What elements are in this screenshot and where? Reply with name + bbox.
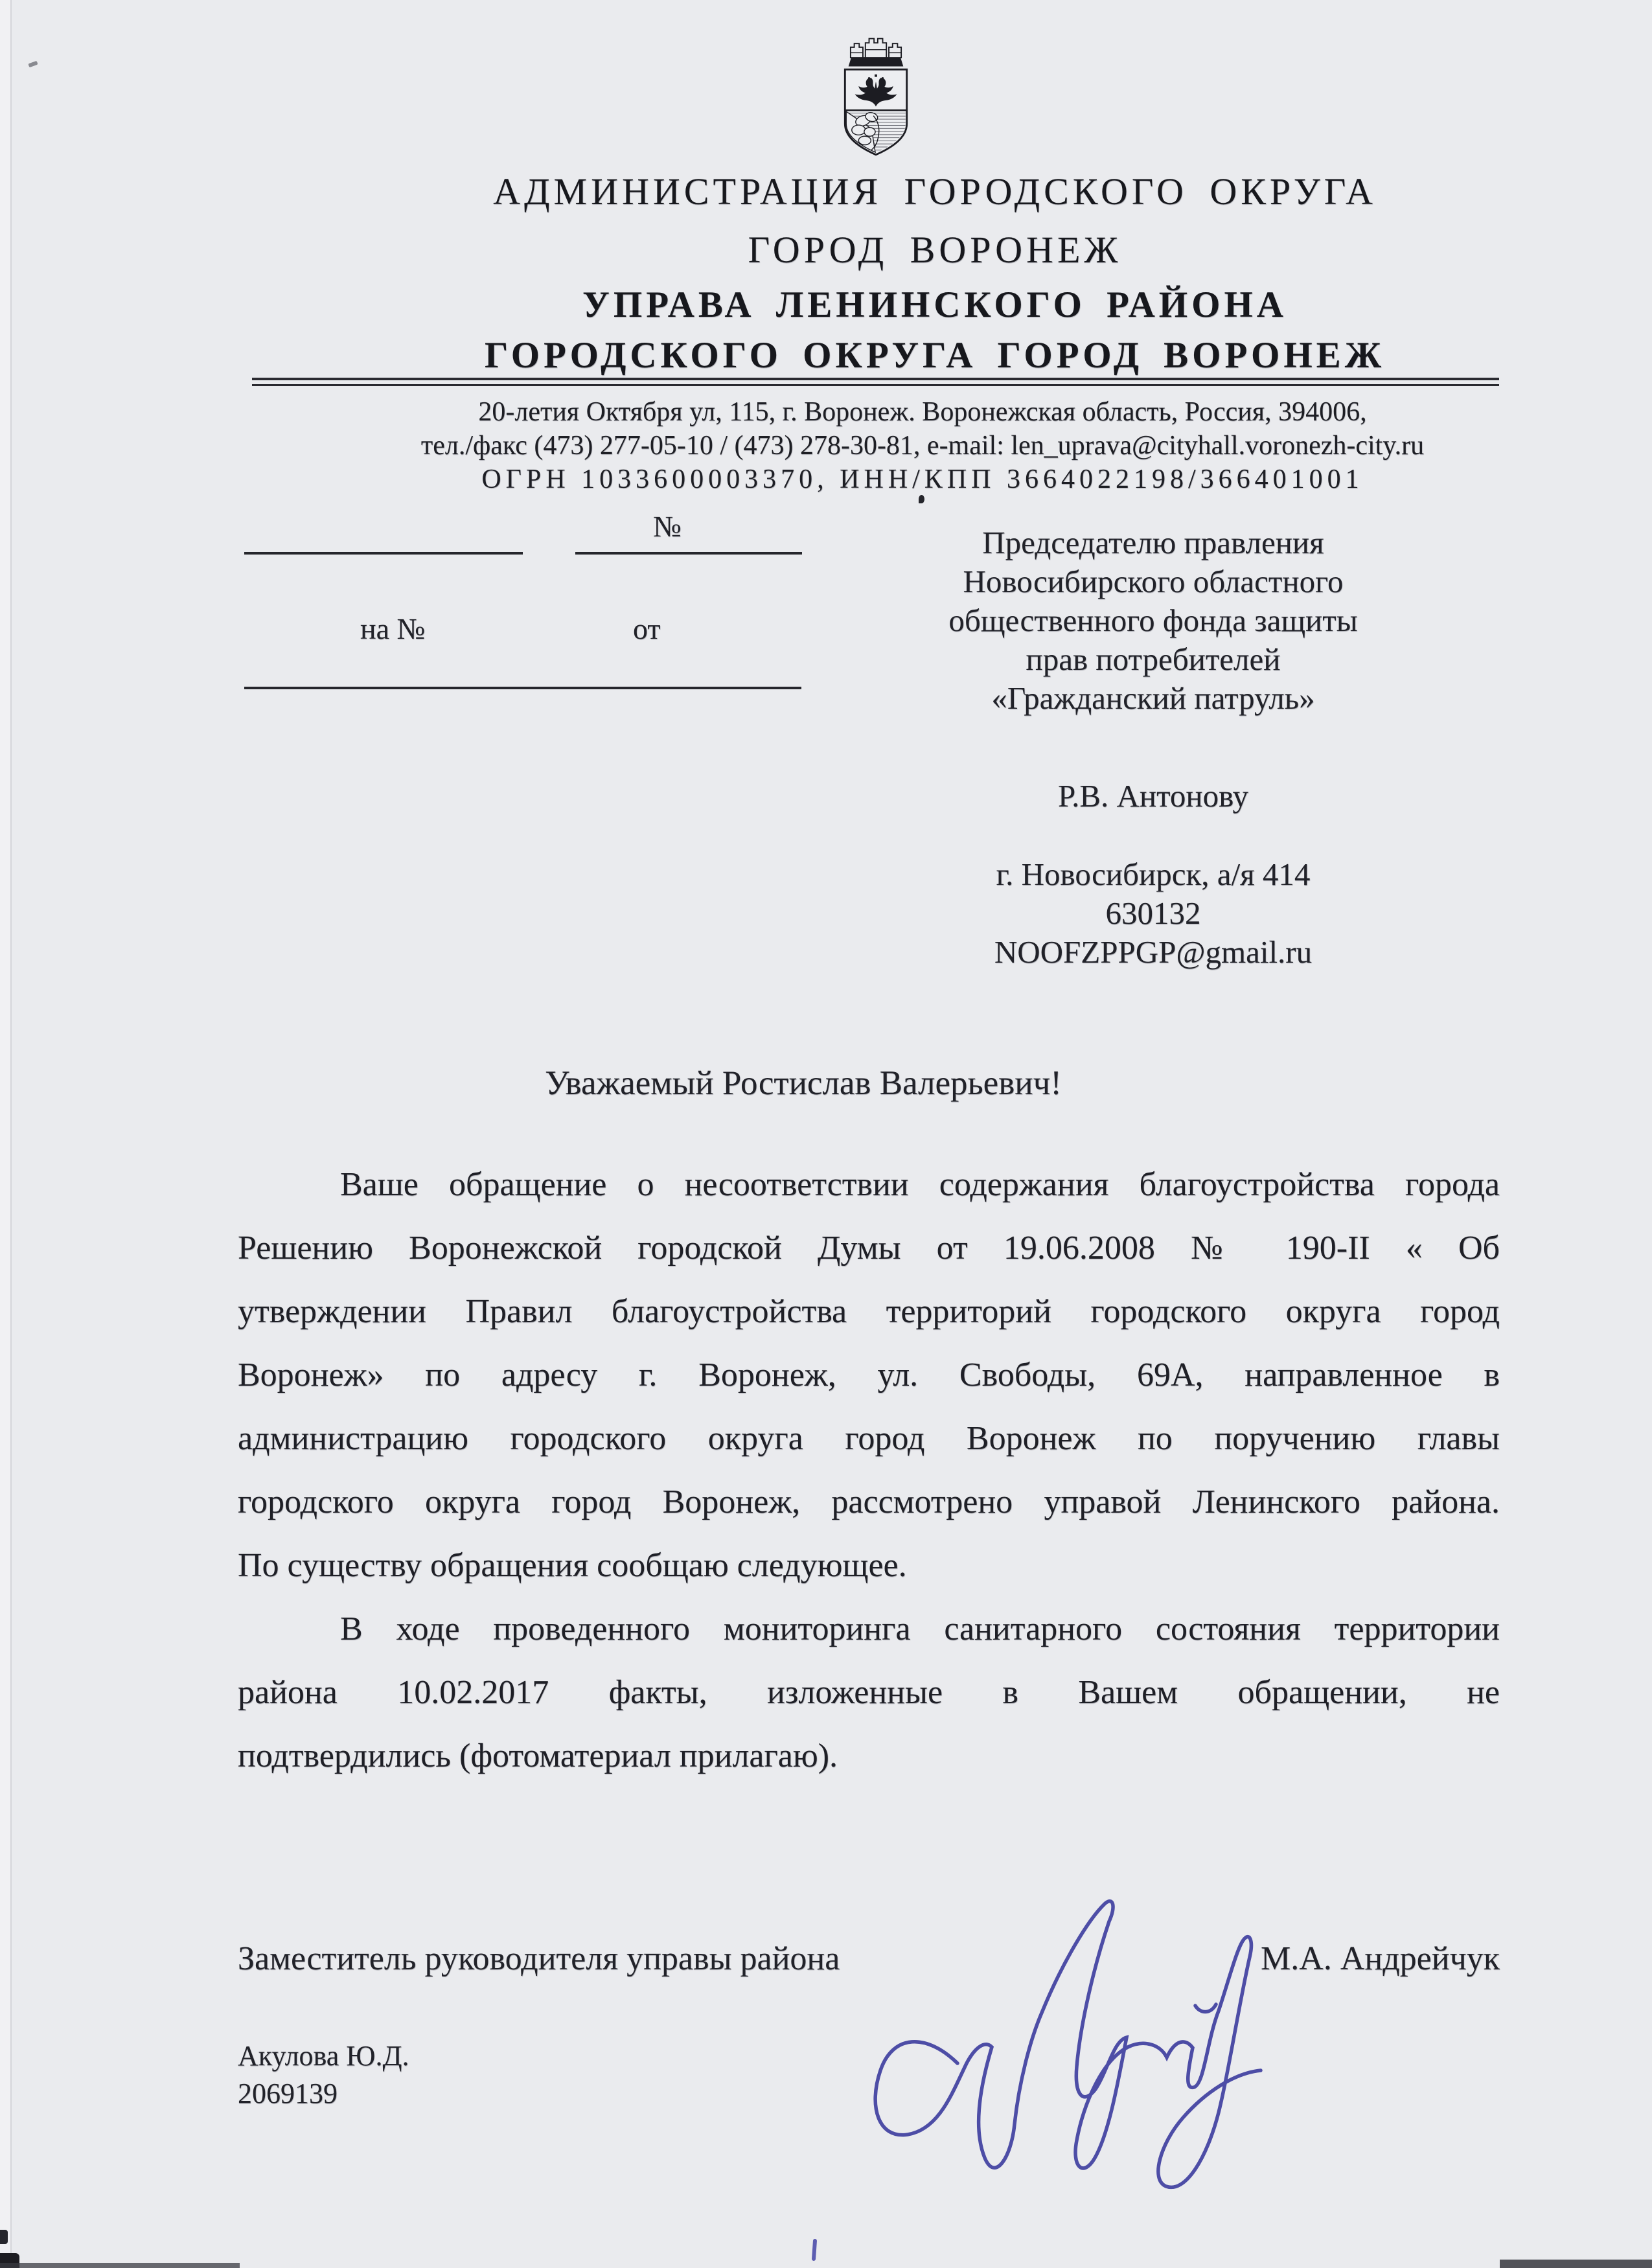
incoming-reference-blank-line (244, 687, 801, 689)
org-unit-line1: УПРАВА ЛЕНИНСКОГО РАЙОНА (582, 284, 1287, 325)
org-unit-line2: ГОРОДСКОГО ОКРУГА ГОРОД ВОРОНЕЖ (484, 335, 1386, 376)
executor-name: Акулова Ю.Д. (238, 2040, 409, 2072)
body-line: Решению Воронежской городской Думы от 19.06.2008 № 190-II « Об (238, 1230, 1500, 1266)
scan-left-margin (0, 0, 10, 2268)
scan-blob (0, 2230, 8, 2244)
outgoing-number-label: № (653, 510, 682, 543)
salutation: Уважаемый Ростислав Валерьевич! (545, 1064, 1062, 1102)
body-line: подтвердились (фотоматериал прилагаю). (238, 1737, 838, 1774)
letterhead-divider-bottom (252, 384, 1499, 386)
body-line: администрацию городского округа город Воронеж по поручению главы (238, 1420, 1500, 1457)
org-postal-address: 20-летия Октября ул, 115, г. Воронеж. Воронежская область, Россия, 394006, (478, 397, 1367, 427)
scan-bottom-edge-right (1500, 2260, 1652, 2268)
recipient-email: NOOFZPPGP@gmail.ru (994, 934, 1313, 970)
blue-ink-tick-artifact (812, 2239, 817, 2261)
recipient-city: г. Новосибирск, а/я 414 (996, 856, 1311, 892)
handwritten-signature (855, 1853, 1283, 2216)
recipient-line: общественного фонда защиты (948, 602, 1358, 638)
recipient-line: Председателю правления (982, 525, 1324, 560)
scan-speck (28, 61, 38, 67)
body-line: По существу обращения сообщаю следующее. (238, 1547, 907, 1584)
recipient-line: прав потребителей (1026, 641, 1281, 677)
incoming-date-label: от (633, 612, 661, 645)
body-line: городского округа город Воронеж, рассмотрено управой Ленинского района. (238, 1483, 1500, 1520)
recipient-address (878, 855, 1428, 972)
outgoing-number-blank-line (575, 552, 802, 555)
recipient-organization (878, 523, 1428, 718)
incoming-number-label: на № (360, 612, 426, 645)
body-line: района 10.02.2017 факты, изложенные в Вашем обращении, не (238, 1674, 1500, 1711)
org-ogrn-inn: ОГРН 1033600003370, ИНН/КПП 3664022198/366401001 (481, 464, 1364, 494)
signer-name: М.А. Андрейчук (1261, 1940, 1500, 1977)
recipient-line: «Гражданский патруль» (991, 680, 1315, 716)
executor-phone: 2069139 (238, 2078, 338, 2109)
signer-position-title: Заместитель руководителя управы района (238, 1940, 840, 1977)
body-line: В ходе проведенного мониторинга санитарного состояния территории (340, 1610, 1500, 1647)
body-line: утверждении Правил благоустройства территорий городского округа город (238, 1293, 1500, 1330)
scan-left-edge-line (10, 0, 12, 2268)
recipient-line: Новосибирского областного (963, 564, 1344, 599)
letterhead-divider-top (252, 378, 1499, 380)
org-name-line1: АДМИНИСТРАЦИЯ ГОРОДСКОГО ОКРУГА (493, 170, 1377, 212)
body-line: Ваше обращение о несоответствии содержания благоустройства города (340, 1166, 1500, 1203)
recipient-name: Р.В. Антонову (1057, 778, 1249, 814)
ink-dot-artifact (919, 495, 924, 503)
scan-bottom-edge-left (0, 2263, 240, 2268)
voronezh-coat-of-arms (836, 35, 916, 163)
org-phone-email: тел./факс (473) 277-05-10 / (473) 278-30-81, e-mail: len_uprava@cityhall.voronezh-city.ru (420, 431, 1425, 461)
recipient-zip: 630132 (1105, 895, 1201, 931)
org-name-line2: ГОРОД ВОРОНЕЖ (748, 229, 1122, 271)
outgoing-date-blank-line (244, 552, 523, 555)
body-line: Воронеж» по адресу г. Воронеж, ул. Свободы, 69А, направленное в (238, 1357, 1500, 1393)
letter-body (238, 1153, 1500, 1788)
